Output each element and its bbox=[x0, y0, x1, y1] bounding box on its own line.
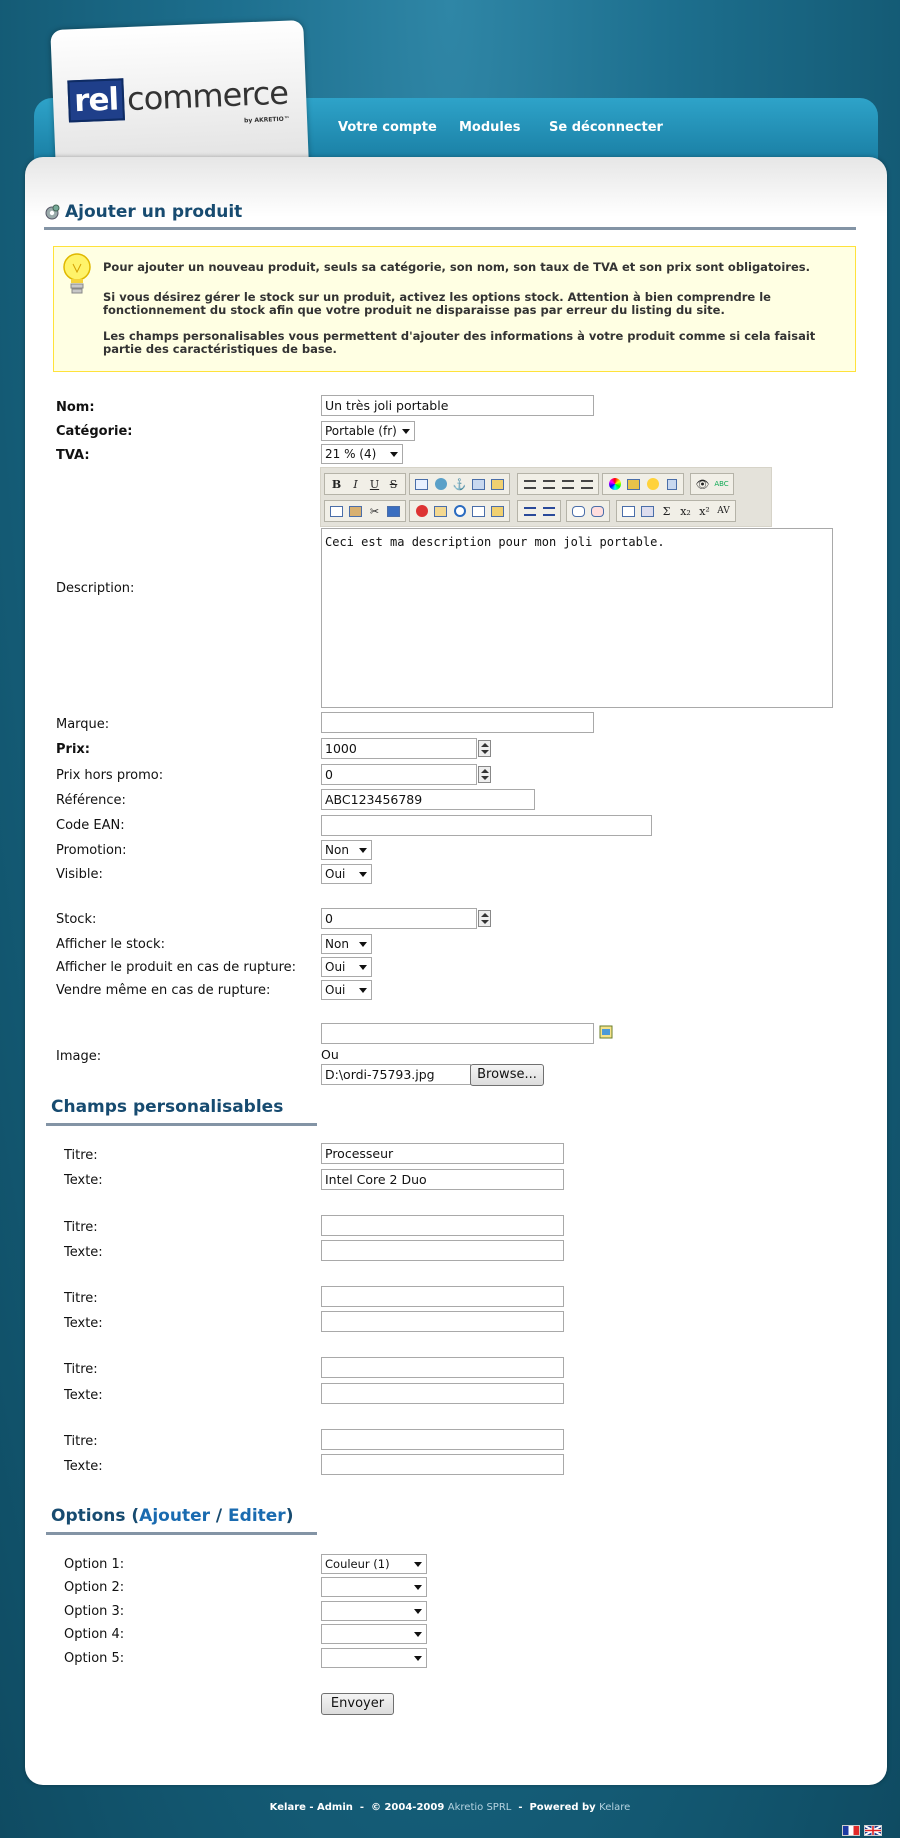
template-icon[interactable] bbox=[489, 503, 506, 519]
options-divider bbox=[46, 1532, 317, 1535]
footer-admin-link[interactable]: Kelare - Admin bbox=[269, 1802, 353, 1813]
prix-hors-promo-label: Prix hors promo: bbox=[56, 768, 164, 783]
titre-input[interactable] bbox=[321, 1286, 564, 1307]
chevron-down-icon bbox=[414, 1585, 422, 1590]
english-flag-icon[interactable] bbox=[864, 1825, 882, 1836]
prix-spinner[interactable] bbox=[478, 740, 491, 757]
chevron-down-icon bbox=[359, 988, 367, 993]
texte-label: Texte: bbox=[64, 1459, 103, 1474]
media-icon[interactable] bbox=[489, 476, 506, 492]
footer-kelare-link[interactable]: Kelare bbox=[599, 1802, 631, 1813]
tva-label: TVA: bbox=[56, 448, 90, 463]
chevron-down-icon bbox=[414, 1609, 422, 1614]
toolbar-group-view bbox=[690, 473, 734, 495]
texte-input[interactable]: Intel Core 2 Duo bbox=[321, 1169, 564, 1190]
comment-icon[interactable] bbox=[570, 503, 587, 519]
email-link-icon[interactable] bbox=[413, 476, 430, 492]
ean-input[interactable] bbox=[321, 815, 652, 836]
copy-icon[interactable] bbox=[328, 503, 345, 519]
categorie-select-value: Portable (fr) bbox=[325, 424, 397, 438]
logo-by-akretio: by AKRETIO™ bbox=[243, 115, 290, 125]
ean-label: Code EAN: bbox=[56, 818, 125, 833]
info-box bbox=[53, 246, 856, 372]
editor-toolbar bbox=[320, 467, 772, 527]
sigma-icon[interactable]: Σ bbox=[662, 504, 671, 518]
footer-company-link[interactable]: Akretio SPRL bbox=[447, 1802, 512, 1813]
options-heading-suffix: ) bbox=[285, 1506, 294, 1526]
toolbar-group-math bbox=[616, 500, 736, 522]
vendre-rupture-label: Vendre même en cas de rupture: bbox=[56, 983, 271, 998]
image-url-input[interactable] bbox=[321, 1023, 594, 1044]
description-textarea[interactable]: Ceci est ma description pour mon joli portable. bbox=[321, 528, 833, 708]
chevron-down-icon bbox=[359, 965, 367, 970]
titre-input[interactable] bbox=[321, 1357, 564, 1378]
visible-select[interactable] bbox=[321, 864, 372, 884]
chevron-down-icon bbox=[359, 848, 367, 853]
options-heading bbox=[51, 1506, 293, 1526]
custom-fields-divider bbox=[46, 1123, 317, 1126]
texte-label: Texte: bbox=[64, 1316, 103, 1331]
align-center-icon[interactable] bbox=[540, 476, 557, 492]
toolbar-group-insert bbox=[409, 473, 510, 495]
toolbar-group-clipboard bbox=[324, 500, 406, 522]
subscript-button[interactable]: x₂ bbox=[680, 504, 691, 518]
custom-fields-heading: Champs personalisables bbox=[51, 1097, 284, 1117]
page-title-text: Ajouter un produit bbox=[65, 202, 243, 222]
option-5-select[interactable] bbox=[321, 1648, 427, 1668]
replace-icon[interactable] bbox=[639, 503, 656, 519]
reference-input[interactable]: ABC123456789 bbox=[321, 789, 535, 810]
image-icon[interactable] bbox=[470, 476, 487, 492]
nav-votre-compte[interactable]: Votre compte bbox=[338, 120, 437, 135]
footer-separator-1: - bbox=[359, 1802, 365, 1813]
logo-rel-text: rel bbox=[67, 78, 125, 122]
image-label: Image: bbox=[56, 1049, 102, 1064]
titre-label: Titre: bbox=[64, 1148, 98, 1163]
french-flag-icon[interactable] bbox=[842, 1825, 860, 1836]
clock-icon[interactable] bbox=[451, 503, 468, 519]
titre-input[interactable] bbox=[321, 1429, 564, 1450]
footer-powered-by: Powered by bbox=[529, 1802, 596, 1813]
comment-delete-icon[interactable] bbox=[589, 503, 606, 519]
superscript-button[interactable]: x² bbox=[699, 504, 710, 518]
tva-select-value: 21 % (4) bbox=[325, 447, 377, 461]
texte-input[interactable] bbox=[321, 1311, 564, 1332]
underline-button[interactable]: U bbox=[369, 477, 380, 491]
prix-input[interactable]: 1000 bbox=[321, 738, 477, 759]
calendar-icon[interactable] bbox=[470, 503, 487, 519]
vendre-rupture-select[interactable] bbox=[321, 980, 372, 1000]
options-heading-prefix: Options ( bbox=[51, 1506, 140, 1526]
promotion-select[interactable] bbox=[321, 840, 372, 860]
submit-button[interactable]: Envoyer bbox=[321, 1693, 394, 1715]
toolbar-group-comments bbox=[566, 500, 610, 522]
afficher-stock-select[interactable] bbox=[321, 934, 372, 954]
option-2-select[interactable] bbox=[321, 1577, 427, 1597]
texte-input[interactable] bbox=[321, 1454, 564, 1475]
toolbar-group-format bbox=[324, 473, 406, 495]
titre-input[interactable]: Processeur bbox=[321, 1143, 564, 1164]
option-3-select[interactable] bbox=[321, 1601, 427, 1621]
align-justify-icon[interactable] bbox=[578, 476, 595, 492]
anchor-icon[interactable]: ⚓ bbox=[452, 477, 467, 491]
marque-input[interactable] bbox=[321, 712, 594, 733]
bullet-list-icon[interactable] bbox=[521, 503, 538, 519]
cut-icon[interactable]: ✂ bbox=[369, 504, 380, 518]
bold-button[interactable]: B bbox=[331, 477, 342, 491]
option-2-label: Option 2: bbox=[64, 1580, 125, 1595]
horizontal-rule-icon[interactable] bbox=[432, 503, 449, 519]
afficher-rupture-label: Afficher le produit en cas de rupture: bbox=[56, 960, 297, 975]
visible-label: Visible: bbox=[56, 867, 103, 882]
nom-input[interactable]: Un très joli portable bbox=[321, 395, 594, 416]
toolbar-group-misc bbox=[409, 500, 510, 522]
toolbar-group-color bbox=[602, 473, 684, 495]
options-add-link[interactable]: Ajouter bbox=[139, 1506, 210, 1526]
link-globe-icon[interactable] bbox=[432, 476, 449, 492]
spellcheck-icon[interactable]: ABC bbox=[714, 480, 729, 488]
info-text-1: Pour ajouter un nouveau produit, seuls sa catégorie, son nom, son taux de TVA et son prix sont obligatoires. bbox=[103, 260, 810, 274]
texte-label: Texte: bbox=[64, 1245, 103, 1260]
option-5-label: Option 5: bbox=[64, 1651, 125, 1666]
info-text-3: Les champs personalisables vous permettent d'ajouter des informations à votre produit comme si cela faisait partie des caractéristiques de base. bbox=[103, 329, 816, 356]
chevron-down-icon bbox=[359, 872, 367, 877]
vendre-rupture-select-value: Oui bbox=[325, 983, 346, 997]
stock-input[interactable]: 0 bbox=[321, 908, 477, 929]
page-title bbox=[43, 202, 242, 222]
option-1-select-value: Couleur (1) bbox=[325, 1557, 390, 1571]
lightbulb-icon bbox=[62, 252, 92, 298]
texte-input[interactable] bbox=[321, 1240, 564, 1261]
gear-icon bbox=[43, 203, 61, 221]
stock-spinner[interactable] bbox=[478, 910, 491, 927]
toolbar-group-align bbox=[517, 473, 599, 495]
texte-label: Texte: bbox=[64, 1388, 103, 1403]
option-1-label: Option 1: bbox=[64, 1557, 125, 1572]
select-all-icon[interactable] bbox=[385, 503, 402, 519]
texte-label: Texte: bbox=[64, 1173, 103, 1188]
logo-card bbox=[50, 20, 308, 170]
titre-input[interactable] bbox=[321, 1215, 564, 1236]
prix-hors-promo-input[interactable]: 0 bbox=[321, 764, 477, 785]
option-3-label: Option 3: bbox=[64, 1604, 125, 1619]
prix-label: Prix: bbox=[56, 742, 90, 757]
italic-button[interactable]: I bbox=[353, 477, 358, 491]
marque-label: Marque: bbox=[56, 717, 110, 732]
paste-icon[interactable] bbox=[347, 503, 364, 519]
special-char-icon[interactable] bbox=[663, 476, 680, 492]
chevron-down-icon bbox=[359, 942, 367, 947]
footer-copyright: © 2004-2009 bbox=[370, 1802, 445, 1813]
align-right-icon[interactable] bbox=[559, 476, 576, 492]
font-size-icon[interactable]: AV bbox=[717, 506, 730, 516]
chevron-down-icon bbox=[414, 1656, 422, 1661]
align-left-icon[interactable] bbox=[521, 476, 538, 492]
remove-format-icon[interactable] bbox=[413, 503, 430, 519]
logo-commerce-text: commerce bbox=[126, 73, 289, 119]
chevron-down-icon bbox=[414, 1562, 422, 1567]
info-text-2: Si vous désirez gérer le stock sur un produit, activez les options stock. Attention à bien comprendre le fonctionnement du stock afin que votre produit ne disparaisse pas par erreur du listing du site. bbox=[103, 290, 771, 317]
options-edit-link[interactable]: Editer bbox=[228, 1506, 286, 1526]
numbered-list-icon[interactable] bbox=[540, 503, 557, 519]
stock-label: Stock: bbox=[56, 912, 97, 927]
afficher-rupture-select[interactable] bbox=[321, 957, 372, 977]
table-icon[interactable] bbox=[625, 476, 642, 492]
chevron-down-icon bbox=[402, 429, 410, 434]
nom-label: Nom: bbox=[56, 400, 95, 415]
titre-label: Titre: bbox=[64, 1434, 98, 1449]
titre-label: Titre: bbox=[64, 1220, 98, 1235]
option-4-label: Option 4: bbox=[64, 1627, 125, 1642]
afficher-stock-select-value: Non bbox=[325, 937, 349, 951]
chevron-down-icon bbox=[390, 452, 398, 457]
browse-button[interactable]: Browse... bbox=[470, 1064, 544, 1086]
tva-select[interactable] bbox=[321, 444, 403, 464]
preview-icon[interactable]: 👁 bbox=[695, 477, 710, 491]
option-1-select[interactable] bbox=[321, 1554, 427, 1574]
afficher-rupture-select-value: Oui bbox=[325, 960, 346, 974]
nav-modules[interactable]: Modules bbox=[459, 120, 521, 135]
titre-label: Titre: bbox=[64, 1362, 98, 1377]
categorie-label: Catégorie: bbox=[56, 424, 133, 439]
description-label: Description: bbox=[56, 581, 135, 596]
titre-label: Titre: bbox=[64, 1291, 98, 1306]
chevron-down-icon bbox=[414, 1632, 422, 1637]
relcommerce-logo[interactable] bbox=[67, 73, 288, 122]
strikethrough-button[interactable]: S bbox=[389, 477, 398, 491]
nav-se-deconnecter[interactable]: Se déconnecter bbox=[549, 120, 663, 135]
toolbar-group-lists bbox=[517, 500, 561, 522]
find-icon[interactable] bbox=[620, 503, 637, 519]
image-file-input[interactable]: D:\ordi-75793.jpg bbox=[321, 1064, 471, 1085]
footer-separator-2: - bbox=[518, 1802, 523, 1813]
prix-hors-promo-spinner[interactable] bbox=[478, 766, 491, 783]
options-heading-separator: / bbox=[209, 1506, 229, 1526]
union-jack-icon bbox=[865, 1826, 881, 1835]
reference-label: Référence: bbox=[56, 793, 126, 808]
visible-select-value: Oui bbox=[325, 867, 346, 881]
title-divider bbox=[44, 227, 856, 230]
image-or-text: Ou bbox=[321, 1047, 339, 1062]
promotion-label: Promotion: bbox=[56, 843, 127, 858]
afficher-stock-label: Afficher le stock: bbox=[56, 937, 165, 952]
categorie-select[interactable] bbox=[321, 421, 415, 441]
promotion-select-value: Non bbox=[325, 843, 349, 857]
color-picker-icon[interactable] bbox=[606, 476, 623, 492]
emoticon-icon[interactable] bbox=[644, 476, 661, 492]
option-4-select[interactable] bbox=[321, 1624, 427, 1644]
image-browse-icon[interactable] bbox=[599, 1024, 614, 1040]
footer bbox=[0, 1802, 900, 1813]
texte-input[interactable] bbox=[321, 1383, 564, 1404]
